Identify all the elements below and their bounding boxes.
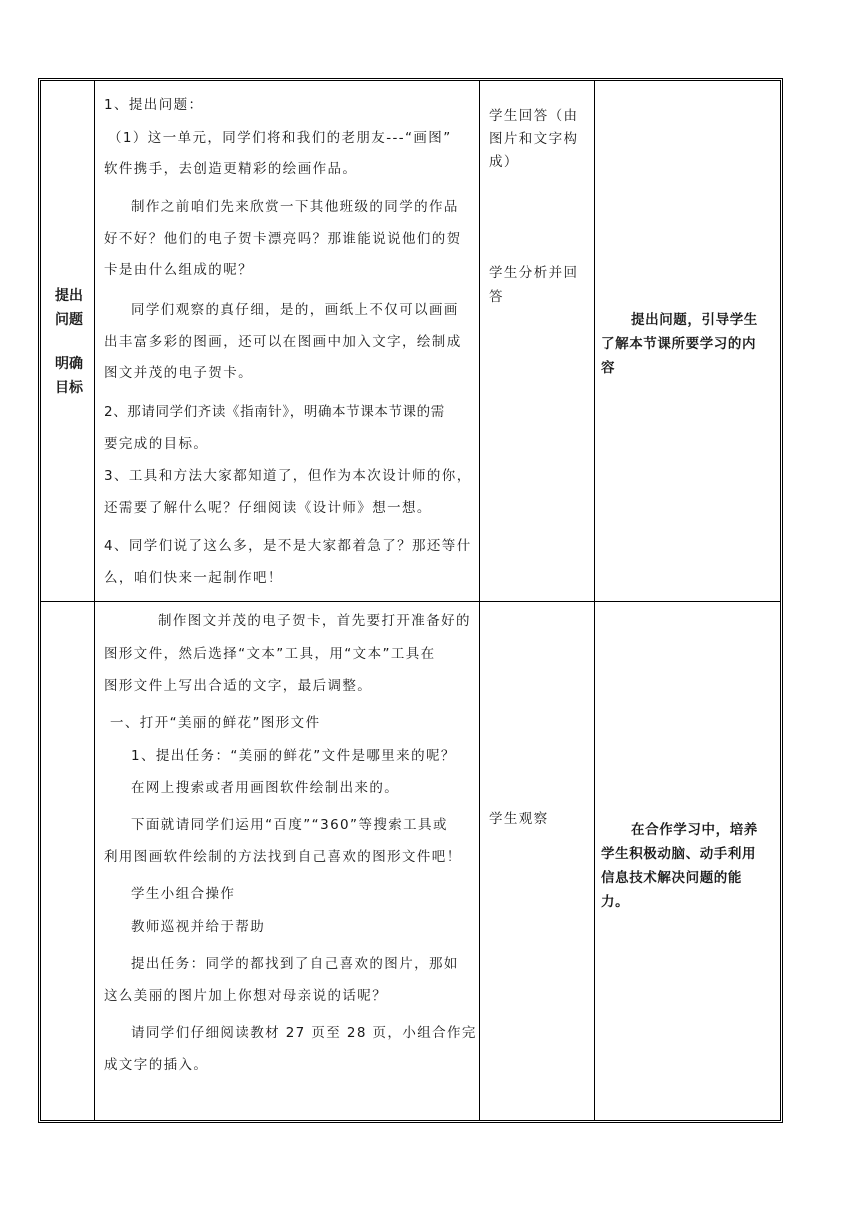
text-line: 成文字的插入。: [104, 1057, 209, 1073]
text-line: 学生分析并回: [489, 265, 579, 281]
text-line: 力。: [601, 894, 630, 910]
text-line: 提出问题，引导学生: [631, 312, 758, 328]
text-line: 1、提出任务：“美丽的鲜花”文件是哪里来的呢？: [131, 748, 456, 764]
text-line: 图文并茂的电子贺卡。: [104, 365, 253, 381]
student-activity-1: [489, 105, 589, 174]
text-line: 在合作学习中，培养: [631, 822, 758, 838]
text-line: 还需要了解什么呢？仔细阅读《设计师》想一想。: [104, 500, 432, 516]
text-line: 利用图画软件绘制的方法找到自己喜欢的图形文件吧！: [104, 849, 462, 865]
text-line: 同学们观察的真仔细，是的，画纸上不仅可以画画: [131, 302, 459, 318]
text-line: 好不好？他们的电子贺卡漂亮吗？那谁能说说他们的贺: [104, 231, 462, 247]
text-line: 么，咱们快来一起制作吧！: [104, 570, 283, 586]
student-activity-2: [489, 261, 589, 309]
text-line: 答: [489, 289, 504, 305]
text-line: 学生小组合操作: [131, 886, 236, 902]
text-line: 一、打开“美丽的鲜花”图形文件: [110, 715, 321, 731]
text-line: 信息技术解决问题的能: [601, 870, 742, 886]
text-line: 请同学们仔细阅读教材 27 页至 28 页，小组合作完: [131, 1025, 477, 1041]
design-intent-2: [601, 818, 781, 914]
text-line: 软件携手，去创造更精彩的绘画作品。: [104, 161, 358, 177]
text-line: 这么美丽的图片加上你想对母亲说的话呢？: [104, 988, 388, 1004]
stage-label-ask: 提出问题: [55, 288, 83, 328]
text-line: 学生积极动脑、动手利用: [601, 846, 757, 862]
text-line: 下面就请同学们运用“百度”“360”等搜索工具或: [131, 817, 448, 833]
text-line: 2、那请同学们齐读《指南针》，明确本节课本节课的需: [104, 404, 445, 420]
text-line: 提出任务：同学的都找到了自己喜欢的图片，那如: [131, 956, 459, 972]
text-line: 1、提出问题：: [104, 97, 204, 113]
text-line: 制作图文并茂的电子贺卡，首先要打开准备好的: [158, 613, 471, 629]
text-line: 4、同学们说了这么多，是不是大家都着急了？那还等什: [104, 538, 472, 554]
text-line: 图片和文字构: [489, 131, 579, 147]
text-line: 在网上搜索或者用画图软件绘制出来的。: [131, 780, 400, 796]
lesson-table: [38, 78, 783, 1123]
text-line: 图形文件上写出合适的文字，最后调整。: [104, 678, 373, 694]
text-line: 卡是由什么组成的呢？: [104, 262, 253, 278]
stage-label-goal: 明确目标: [55, 356, 83, 396]
text-line: （1）这一单元，同学们将和我们的老朋友---“画图”: [108, 130, 452, 146]
text-line: 制作之前咱们先来欣赏一下其他班级的同学的作品: [131, 199, 459, 215]
row-divider: [41, 601, 780, 602]
text-line: 要完成的目标。: [104, 436, 209, 452]
design-intent-1: [601, 308, 781, 380]
text-line: 成）: [489, 154, 519, 170]
text-line: 图形文件，然后选择“文本”工具，用“文本”工具在: [104, 646, 436, 662]
student-activity-3: 学生观察: [489, 811, 549, 827]
text-line: 出丰富多彩的图画，还可以在图画中加入文字，绘制成: [104, 334, 462, 350]
text-line: 3、工具和方法大家都知道了，但作为本次设计师的你，: [104, 468, 472, 484]
text-line: 学生回答（由: [489, 108, 579, 124]
text-line: 容: [601, 360, 616, 376]
text-line: 教师巡视并给于帮助: [131, 919, 266, 935]
text-line: 了解本节课所要学习的内: [601, 336, 757, 352]
